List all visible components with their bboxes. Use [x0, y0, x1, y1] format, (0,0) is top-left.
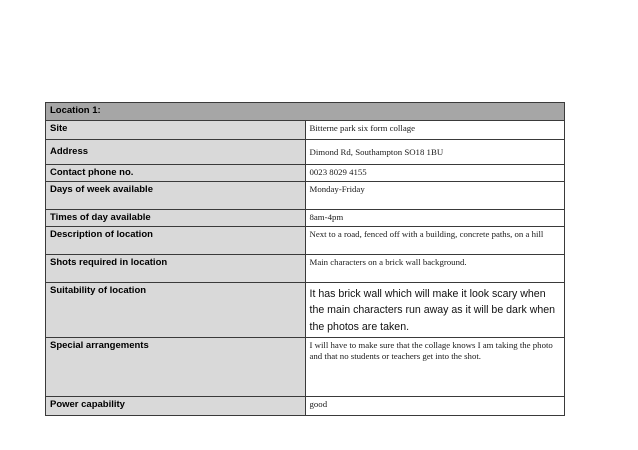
address-label: Address — [46, 140, 306, 165]
days-available-label: Days of week available — [46, 181, 306, 209]
special-arrangements-label: Special arrangements — [46, 338, 306, 397]
suitability-value: It has brick wall which will make it look scary when the main characters run away as it will be dark when the photos are taken. — [305, 282, 565, 337]
power-capability-value: good — [305, 397, 565, 416]
description-value: Next to a road, fenced off with a building, concrete paths, on a hill — [305, 226, 565, 254]
shots-required-label: Shots required in location — [46, 254, 306, 282]
location-details-table — [45, 102, 565, 416]
table-row — [46, 226, 565, 254]
table-row — [46, 121, 565, 140]
table-row — [46, 181, 565, 209]
table-row — [46, 338, 565, 397]
table-row — [46, 165, 565, 182]
table-row — [46, 254, 565, 282]
table-row — [46, 282, 565, 337]
table-row — [46, 209, 565, 226]
times-available-label: Times of day available — [46, 209, 306, 226]
times-available-value: 8am-4pm — [305, 209, 565, 226]
shots-required-value: Main characters on a brick wall background. — [305, 254, 565, 282]
address-value: Dimond Rd, Southampton SO18 1BU — [305, 140, 565, 165]
site-label: Site — [46, 121, 306, 140]
description-label: Description of location — [46, 226, 306, 254]
suitability-label: Suitability of location — [46, 282, 306, 337]
site-value: Bitterne park six form collage — [305, 121, 565, 140]
special-arrangements-value: I will have to make sure that the collage knows I am taking the photo and that no students or teachers get into the shot. — [305, 338, 565, 397]
table-row — [46, 140, 565, 165]
contact-phone-value: 0023 8029 4155 — [305, 165, 565, 182]
contact-phone-label: Contact phone no. — [46, 165, 306, 182]
location-header: Location 1: — [46, 103, 565, 121]
table-header-row — [46, 103, 565, 121]
table-row — [46, 397, 565, 416]
power-capability-label: Power capability — [46, 397, 306, 416]
days-available-value: Monday-Friday — [305, 181, 565, 209]
